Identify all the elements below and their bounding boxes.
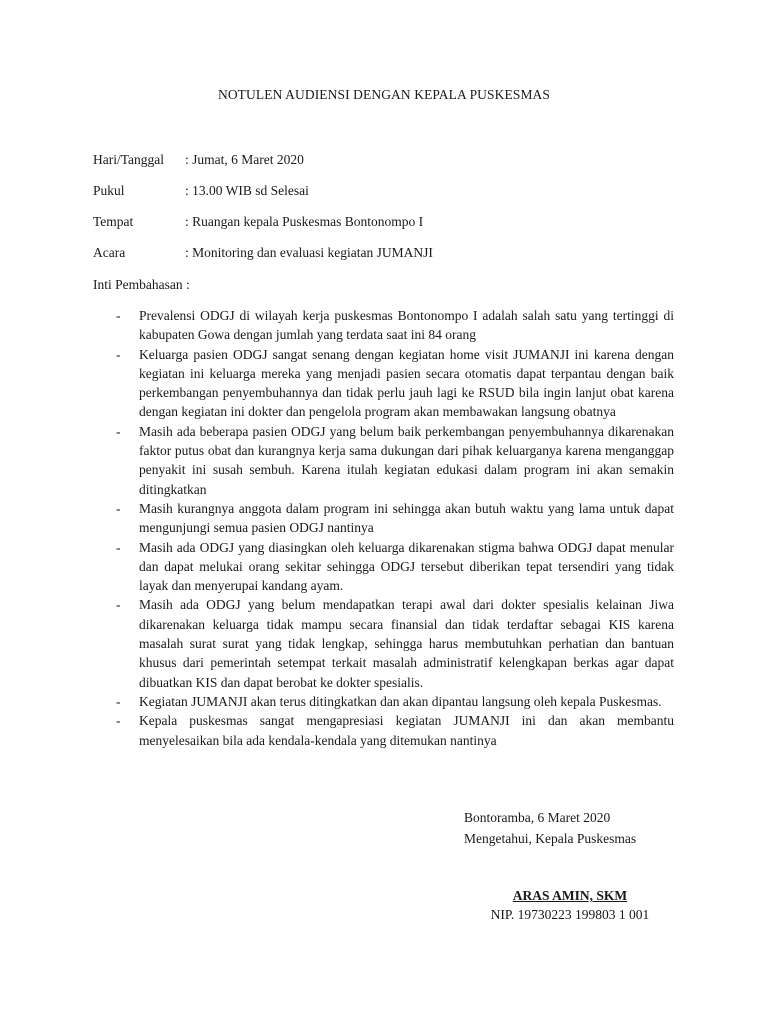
list-item xyxy=(112,345,674,422)
discussion-heading: Inti Pembahasan : xyxy=(93,277,190,292)
document-title: NOTULEN AUDIENSI DENGAN KEPALA PUSKESMAS xyxy=(217,87,551,102)
signer-nip: NIP. 19730223 199803 1 001 xyxy=(490,907,650,922)
signature-block xyxy=(464,808,636,849)
meta-row-time xyxy=(93,182,693,213)
point-text: Masih kurangnya anggota dalam program ini sehingga akan butuh waktu yang lama untuk dapat mengunjungi semua pasien ODGJ nantinya xyxy=(139,500,674,536)
bullet-dash: - xyxy=(116,693,121,709)
signer-role: Mengetahui, Kepala Puskesmas xyxy=(464,830,637,846)
point-text: Masih ada ODGJ yang belum mendapatkan terapi awal dari dokter spesialis kelainan Jiwa dikarenakan keluarga tidak mampu secara finansial dan tidak terdaftar sebagai KIS karena masalah surat surat yang tidak lengkap, sehingga harus membutuhkan perhatian dan bantuan khusus dari pemerintah setempat terkait masalah administratif kelengkapan berkas agar dapat dibuatkan KIS dan dapat berobat ke dokter spesialis. xyxy=(139,597,674,690)
meta-value: : Jumat, 6 Maret 2020 xyxy=(185,152,304,167)
discussion-points xyxy=(112,306,674,750)
bullet-dash: - xyxy=(116,597,121,613)
list-item xyxy=(112,499,674,538)
meta-row-date xyxy=(93,151,693,182)
bullet-dash: - xyxy=(116,500,121,516)
meta-label: Acara xyxy=(93,245,126,260)
meta-label: Pukul xyxy=(93,183,125,198)
list-item xyxy=(112,422,674,499)
list-item xyxy=(112,306,674,345)
bullet-dash: - xyxy=(116,539,121,555)
bullet-dash: - xyxy=(116,308,121,323)
bullet-dash: - xyxy=(116,346,121,362)
meta-label: Tempat xyxy=(93,214,134,229)
meeting-details xyxy=(93,151,693,275)
list-item xyxy=(112,595,674,691)
meta-label: Hari/Tanggal xyxy=(93,152,165,167)
point-text: Masih ada beberapa pasien ODGJ yang belum baik perkembangan penyembuhannya dikarenakan faktor putus obat dan kurangnya kerja sama dukungan dari pihak keluarganya karena menganggap penyakit ini susah sembuh. Karena itulah kegiatan edukasi dalam program ini akan semakin ditingkatkan xyxy=(139,423,674,497)
meta-row-place xyxy=(93,213,693,244)
bullet-dash: - xyxy=(116,713,121,729)
point-text: Kegiatan JUMANJI akan terus ditingkatkan dan akan dipantau langsung oleh kepala Puskesmas. xyxy=(139,693,662,709)
point-text: Keluarga pasien ODGJ sangat senang dengan kegiatan home visit JUMANJI ini karena dengan kegiatan ini keluarga mereka yang menjadi pasien secara otomatis dapat terpantau dengan baik perkembangan penyembuhannya dan tidak perlu jauh lagi ke RSUD bila ingin lanjut obat karena dengan kegiatan ini dokter dan pengelola program akan membawakan langsung obatnya xyxy=(139,346,674,420)
list-item xyxy=(112,711,674,750)
list-item xyxy=(112,538,674,596)
meta-value: : Ruangan kepala Puskesmas Bontonompo I xyxy=(185,214,424,229)
signer-name: ARAS AMIN, SKM xyxy=(512,888,628,903)
place-date: Bontoramba, 6 Maret 2020 xyxy=(464,810,611,825)
point-text: Prevalensi ODGJ di wilayah kerja puskesmas Bontonompo I adalah salah satu yang tertinggi di kabupaten Gowa dengan jumlah yang terdata saat ini 84 orang xyxy=(139,308,674,343)
signer-details xyxy=(470,886,670,924)
meta-value: : 13.00 WIB sd Selesai xyxy=(185,183,309,198)
meta-row-agenda xyxy=(93,244,693,275)
point-text: Masih ada ODGJ yang diasingkan oleh keluarga dikarenakan stigma bahwa ODGJ dapat menular dan dapat melukai orang sekitar sehingga ODGJ tersebut diberikan tepat tersendiri yang tidak layak dan menyerupai kandang ayam. xyxy=(139,539,674,594)
bullet-dash: - xyxy=(116,423,121,439)
meta-value: : Monitoring dan evaluasi kegiatan JUMANJI xyxy=(185,245,433,260)
list-item xyxy=(112,692,674,711)
point-text: Kepala puskesmas sangat mengapresiasi kegiatan JUMANJI ini dan akan membantu menyelesaikan bila ada kendala-kendala yang ditemukan nantinya xyxy=(139,713,674,748)
